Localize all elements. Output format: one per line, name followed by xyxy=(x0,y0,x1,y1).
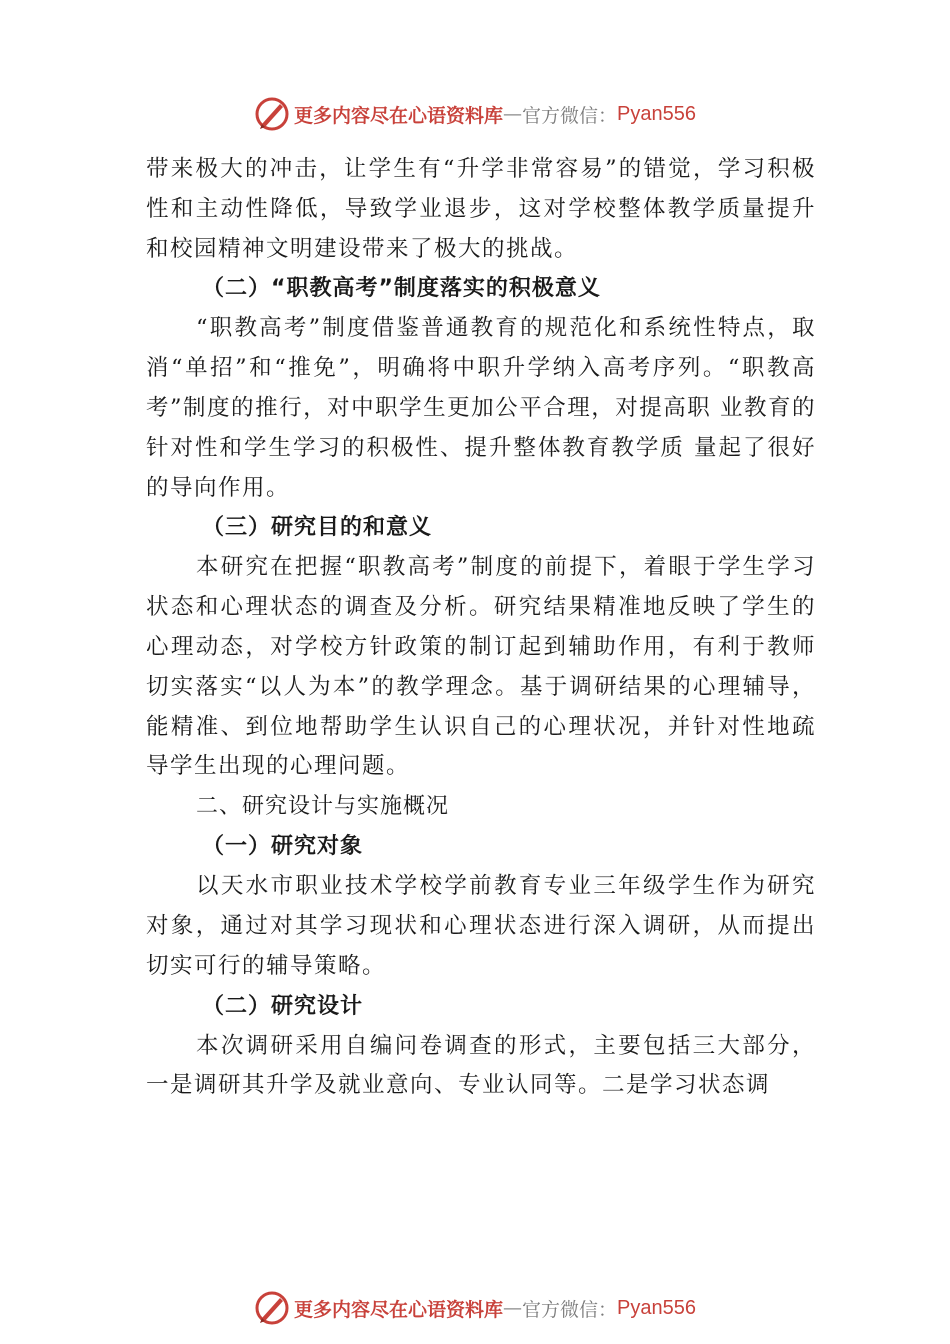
watermark-dash: — xyxy=(503,1297,523,1319)
section-research-design: 二、研究设计与实施概况 xyxy=(196,794,450,820)
paragraph-2: “职教高考”制度借鉴普通教育的规范化和系统性特点，取消“单招”和“推免”，明确将中职升学纳入高考序列。“职教高考”制度的推行，对中职学生更加公平合理，对提高职 业教育的针对性和学生学习的积极性、提升整体教育教学质 量起了很好的导向作用。 xyxy=(146,315,816,501)
watermark-header xyxy=(0,94,950,134)
watermark-brand: 更多内容尽在心语资料库 xyxy=(294,104,504,127)
watermark-brand: 更多内容尽在心语资料库 xyxy=(294,1298,504,1321)
watermark-wechat-id: Pyan556 xyxy=(617,102,696,125)
watermark-wechat-label: 官方微信： xyxy=(522,104,618,127)
heading-research-purpose: （三）研究目的和意义 xyxy=(202,515,433,541)
heading-research-subjects: （一）研究对象 xyxy=(202,834,364,860)
heading-design: （二）研究设计 xyxy=(202,993,364,1019)
paragraph-4: 以天水市职业技术学校学前教育专业三年级学生作为研究对象，通过对其学习现状和心理状态进行深入调研，从而提出切实可行的辅导策略。 xyxy=(146,873,816,979)
paragraph-1: 带来极大的冲击，让学生有“升学非常容易”的错觉，学习积极性和主动性降低，导致学业退步，这对学校整体教学质量提升和校园精神文明建设带来了极大的挑战。 xyxy=(146,156,816,262)
heading-positive-significance: （二）“职教高考”制度落实的积极意义 xyxy=(202,276,601,302)
pen-logo-icon xyxy=(254,1290,290,1326)
watermark-wechat-label: 官方微信： xyxy=(522,1298,618,1321)
paragraph-3: 本研究在把握“职教高考”制度的前提下，着眼于学生学习状态和心理状态的调查及分析。研究结果精准地反映了学生的心理动态，对学校方针政策的制订起到辅助作用，有利于教师切实落实“以人为本”的教学理念。基于调研结果的心理辅导，能精准、到位地帮助学生认识自己的心理状况，并针对性地疏导学生出现的心理问题。 xyxy=(146,554,816,780)
watermark-footer xyxy=(0,1288,950,1328)
watermark-dash: — xyxy=(503,103,523,125)
pen-logo-icon xyxy=(254,96,290,132)
document-body xyxy=(146,150,816,1106)
watermark-wechat-id: Pyan556 xyxy=(617,1296,696,1319)
paragraph-5: 本次调研采用自编问卷调查的形式，主要包括三大部分，一是调研其升学及就业意向、专业认同等。二是学习状态调 xyxy=(146,1032,816,1099)
